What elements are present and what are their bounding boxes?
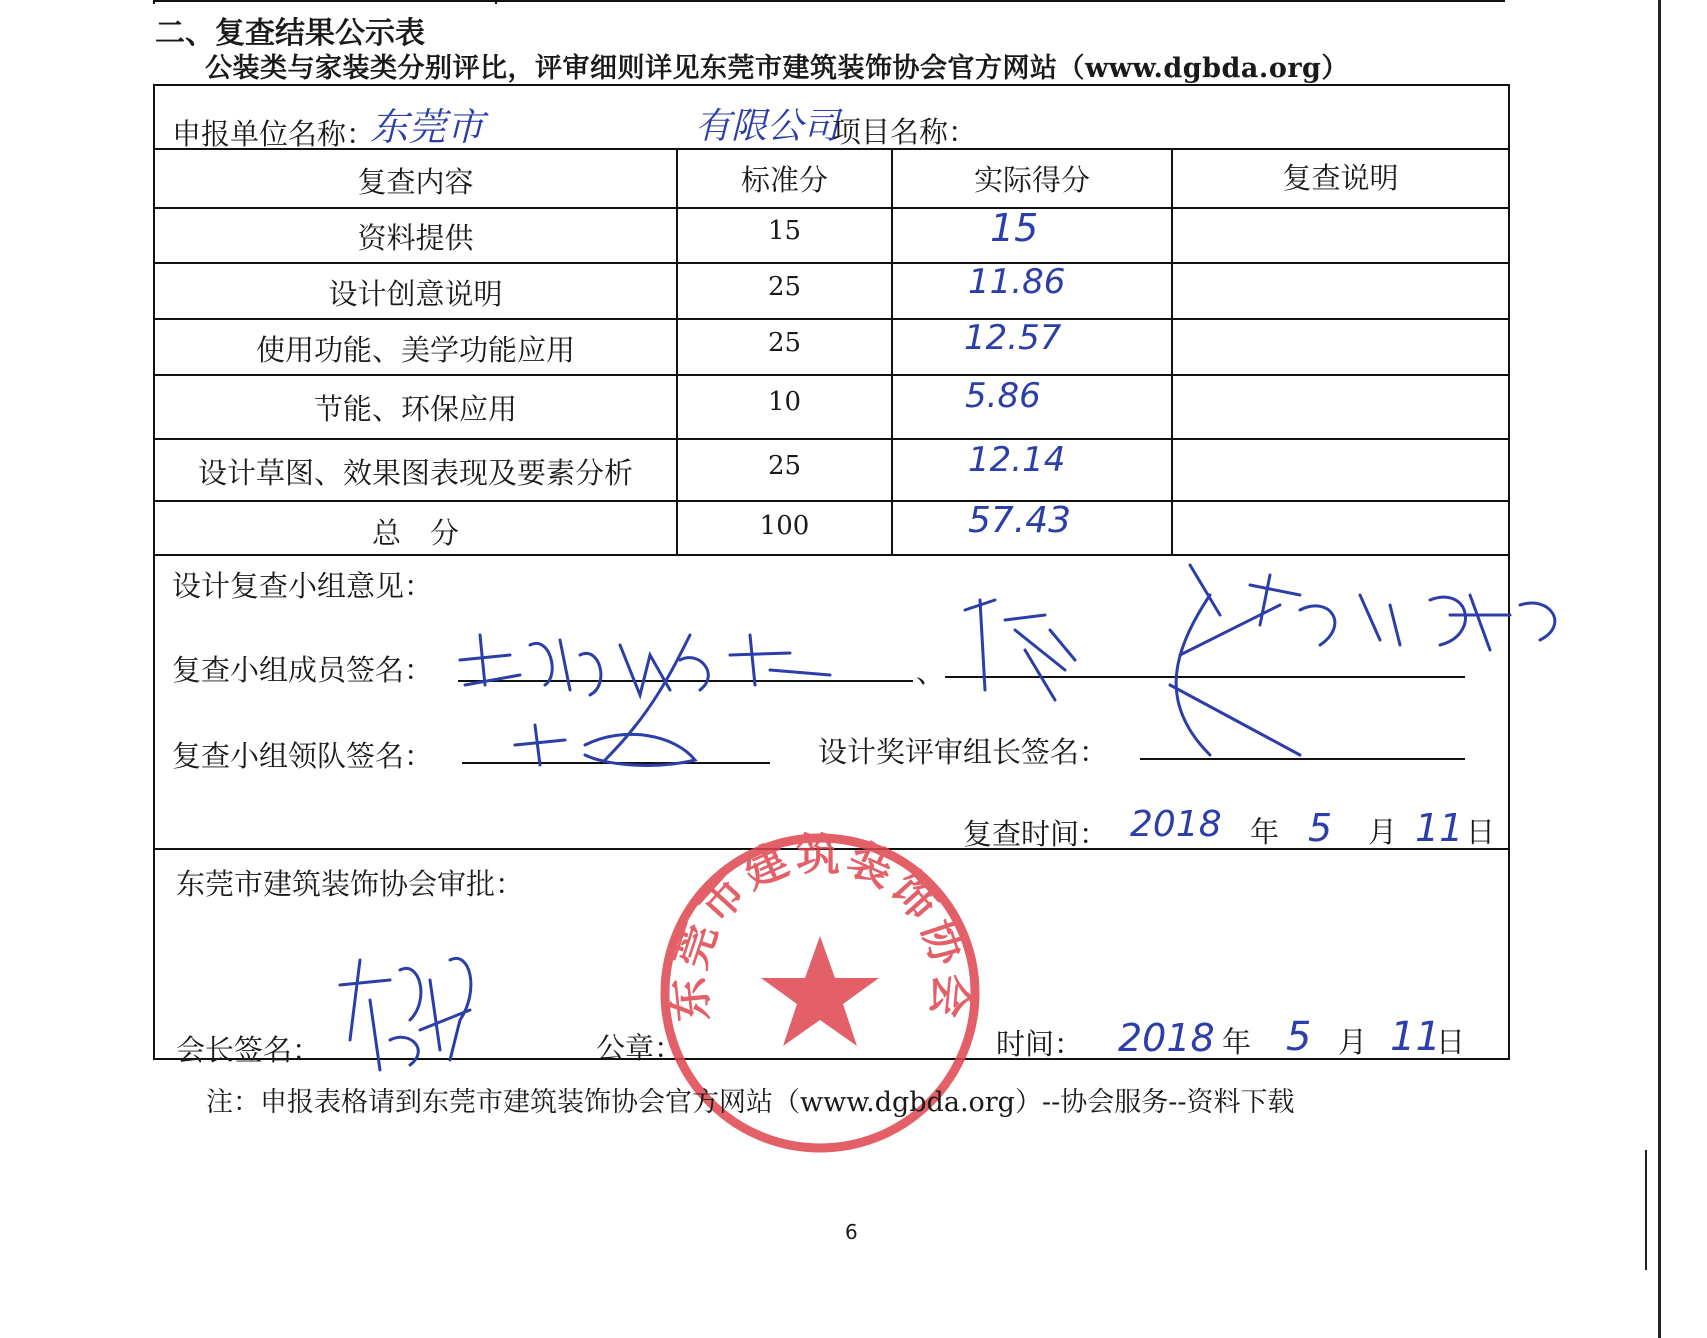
header-review-content: 复查内容 — [357, 165, 474, 199]
scan-edge-line — [1658, 0, 1661, 1338]
members-signature-3 — [1150, 555, 1610, 775]
row-actual-handwritten: 12.57 — [964, 318, 1062, 358]
approve-time-label: 时间： — [996, 1027, 1084, 1061]
approve-day-handwritten: 11 — [1390, 1014, 1441, 1060]
approve-year-handwritten: 2018 — [1118, 1016, 1215, 1060]
unit-name-handwritten-2: 有限公司 — [695, 106, 840, 147]
prev-table-bottom-line — [153, 0, 1505, 2]
review-day-char: 日 — [1466, 815, 1496, 849]
members-sign-label: 复查小组成员签名： — [172, 653, 434, 687]
header-standard-score: 标准分 — [740, 163, 828, 197]
row-item: 使用功能、美学功能应用 — [255, 333, 575, 367]
review-year-handwritten: 2018 — [1130, 804, 1222, 845]
scan-edge-mark — [1645, 1150, 1647, 1270]
president-sign-label: 会长签名： — [176, 1033, 322, 1067]
review-year-char: 年 — [1250, 815, 1280, 849]
row-actual-handwritten: 12.14 — [968, 440, 1066, 480]
row-item: 资料提供 — [357, 221, 474, 255]
review-month-char: 月 — [1368, 815, 1398, 849]
opinion-label: 设计复查小组意见： — [172, 569, 434, 603]
prev-table-left-tick — [153, 0, 155, 4]
leader-signature — [505, 715, 705, 775]
approve-day-char: 日 — [1436, 1025, 1466, 1059]
row-standard: 15 — [767, 216, 802, 246]
unit-name-handwritten: 东莞市 — [370, 105, 485, 149]
review-time-label: 复查时间： — [963, 817, 1109, 851]
prev-table-mid-tick — [495, 0, 497, 4]
row-standard: 10 — [767, 387, 802, 417]
row-actual-handwritten: 11.86 — [968, 262, 1066, 302]
approve-month-handwritten: 5 — [1286, 1014, 1312, 1060]
row-standard: 25 — [767, 451, 802, 481]
judge-leader-sign-label: 设计奖评审组长签名： — [818, 735, 1109, 769]
seal-label: 公章： — [596, 1031, 684, 1065]
review-day-handwritten: 11 — [1415, 806, 1464, 850]
members-sep: 、 — [916, 655, 946, 689]
section-title: 二、复查结果公示表 — [155, 16, 425, 51]
unit-name-label: 申报单位名称： — [172, 117, 376, 151]
row-item: 设计草图、效果图表现及要素分析 — [197, 456, 633, 490]
row-actual-handwritten: 5.86 — [965, 376, 1041, 416]
row-total-label: 总 分 — [371, 516, 459, 550]
page-number: 6 — [845, 1220, 858, 1244]
row-standard: 25 — [767, 272, 802, 302]
subtitle: 公装类与家装类分别评比，评审细则详见东莞市建筑装饰协会官方网站（www.dgbda.org） — [205, 53, 1349, 84]
row-total-standard: 100 — [759, 511, 810, 541]
seal-text: 东莞市建筑装饰协会 — [663, 829, 977, 1024]
leader-sign-label: 复查小组领队签名： — [172, 739, 434, 773]
row-total-actual-handwritten: 57.43 — [968, 500, 1072, 541]
header-actual-score: 实际得分 — [973, 163, 1090, 197]
row-item: 节能、环保应用 — [313, 392, 517, 426]
review-month-handwritten: 5 — [1308, 806, 1333, 850]
approve-year-char: 年 — [1222, 1025, 1252, 1059]
header-review-note: 复查说明 — [1282, 161, 1399, 195]
footnote: 注：申报表格请到东莞市建筑装饰协会官方网站（www.dgbda.org）--协会服务--资料下载 — [206, 1087, 1295, 1118]
row-actual-handwritten: 15 — [990, 206, 1039, 250]
row-standard: 25 — [767, 328, 802, 358]
project-name-label: 项目名称： — [832, 115, 978, 149]
members-signature-2 — [955, 590, 1090, 710]
row-item: 设计创意说明 — [328, 277, 503, 311]
president-signature — [330, 940, 490, 1080]
approve-month-char: 月 — [1338, 1025, 1368, 1059]
approval-label: 东莞市建筑装饰协会审批： — [176, 867, 525, 901]
